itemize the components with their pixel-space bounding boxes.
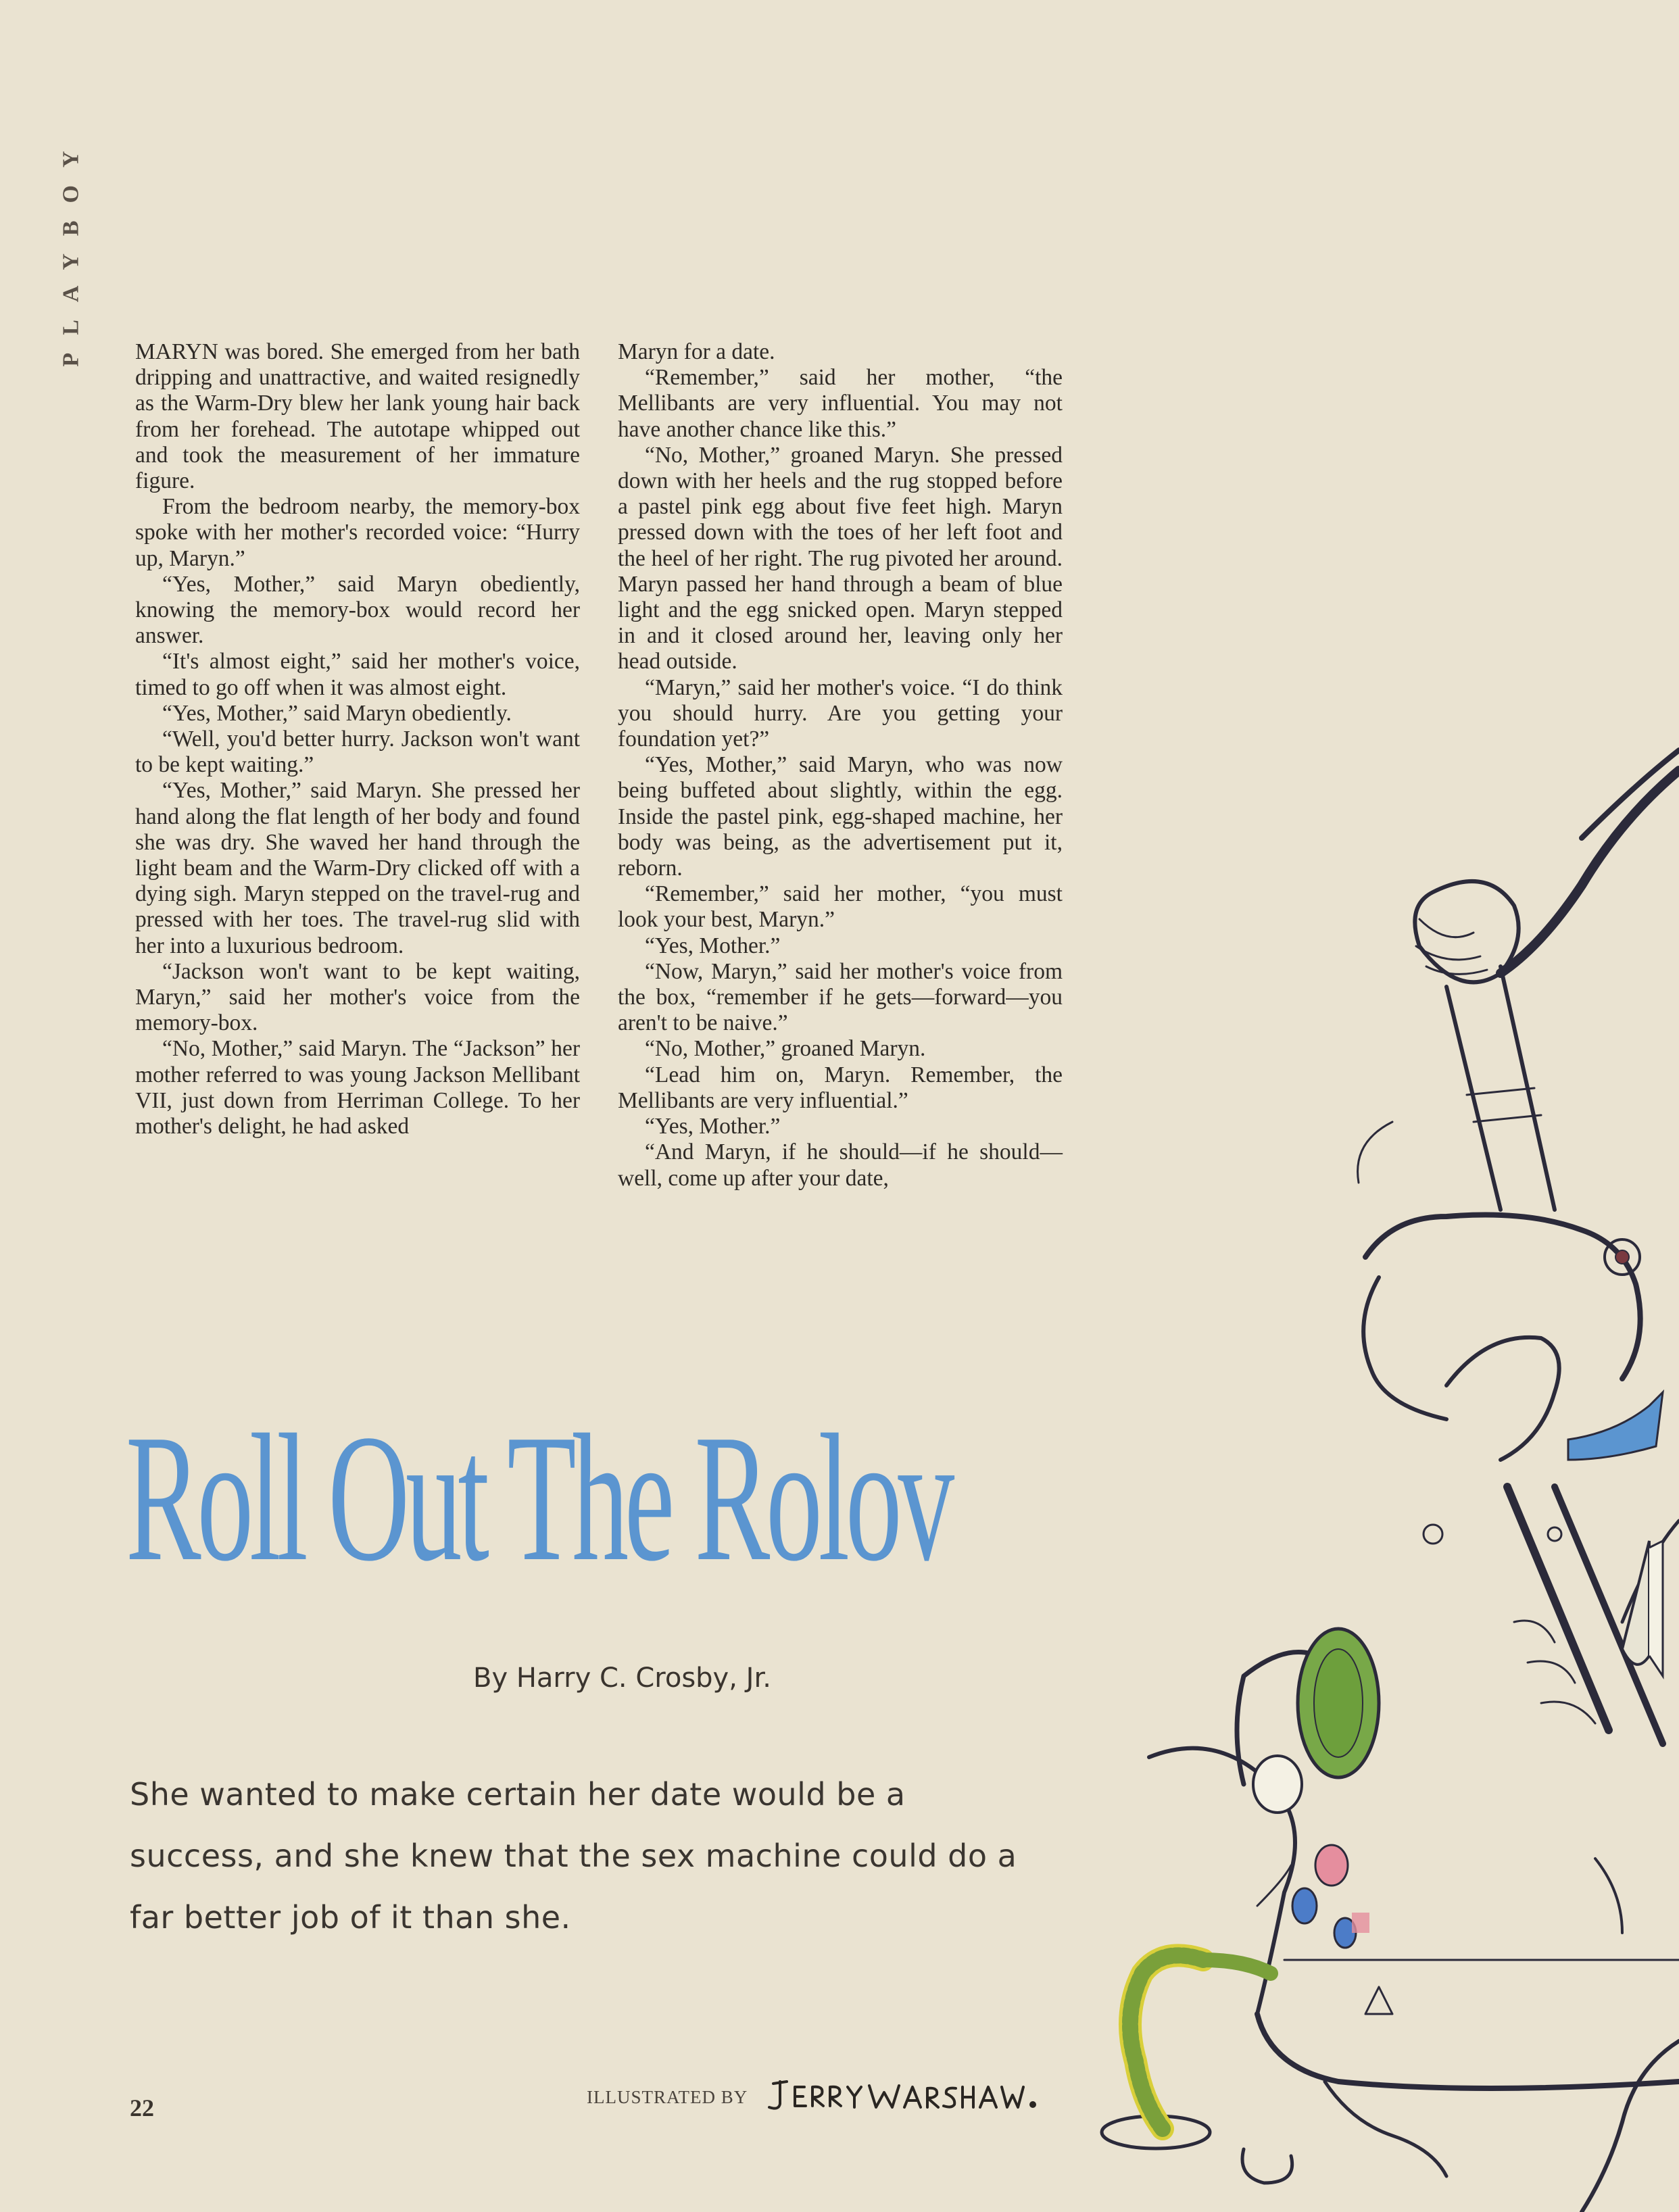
paragraph: “Remember,” said her mother, “the Mellibants are very influential. You may not have another chance like this.” bbox=[618, 365, 1063, 442]
magazine-running-head bbox=[51, 115, 92, 385]
paragraph: MARYN was bored. She emerged from her bath dripping and unattractive, and waited resignedly as the Warm-Dry blew her lank young hair back from her forehead. The autotape whipped out and took the measurement of her immature figure. bbox=[135, 339, 580, 494]
paragraph: From the bedroom nearby, the memory-box spoke with her mother's recorded voice: “Hurry up, Maryn.” bbox=[135, 494, 580, 571]
paragraph: “No, Mother,” groaned Maryn. bbox=[645, 1036, 926, 1062]
paragraph: “Yes, Mother.” bbox=[645, 1114, 781, 1139]
paragraph: “Yes, Mother,” said Maryn obediently, knowing the memory-box would record her answer. bbox=[135, 571, 580, 649]
paragraph: Maryn for a date. bbox=[618, 339, 775, 364]
page-number: 22 bbox=[130, 2094, 154, 2121]
paragraph: “It's almost eight,” said her mother's voice, timed to go off when it was almost eight. bbox=[135, 649, 580, 700]
paragraph: “Yes, Mother,” said Maryn. She pressed her hand along the flat length of her body and found she was dry. She waved her hand through the light beam and the Warm-Dry clicked off with a dying sigh. Maryn stepped on the travel-rug and pressed with her toes. The travel-rug slid with her into a luxurious bedroom. bbox=[135, 778, 580, 958]
paragraph: “Lead him on, Maryn. Remember, the Mellibants are very influential.” bbox=[618, 1062, 1063, 1113]
paragraph: “No, Mother,” said Maryn. The “Jackson” her mother referred to was young Jackson Mellibant VII, just down from Herriman College. To her mother's delight, he had asked bbox=[135, 1036, 580, 1139]
paragraph: “Maryn,” said her mother's voice. “I do think you should hurry. Are you getting your foundation yet?” bbox=[618, 674, 1063, 752]
story-column-left bbox=[135, 339, 580, 1139]
story-column-right bbox=[618, 339, 1063, 1191]
story-dek: She wanted to make certain her date would be a success, and she knew that the sex machine could do a far better job of it than she. bbox=[130, 1776, 1017, 1936]
paragraph: “No, Mother,” groaned Maryn. She pressed down with her heels and the rug stopped before a pastel pink egg about five feet high. Maryn pressed down with the toes of her left foot and the heel of her right. The rug pivoted her around. Maryn passed her hand through a beam of blue light and the egg snicked open. Maryn stepped in and it closed around her, leaving only her head outside. bbox=[618, 442, 1063, 674]
illustrator-signature-icon bbox=[760, 2073, 1044, 2121]
credit-caption: ILLUSTRATED BY bbox=[587, 2086, 748, 2107]
story-title: Roll Out The Rolov bbox=[126, 1397, 950, 1599]
paragraph: “Remember,” said her mother, “you must look your best, Maryn.” bbox=[618, 881, 1063, 933]
paragraph: “Now, Maryn,” said her mother's voice from the box, “remember if he gets—forward—you aren't to be naive.” bbox=[618, 958, 1063, 1036]
paragraph: “Yes, Mother,” said Maryn, who was now being buffeted about slightly, within the egg. Inside the pastel pink, egg-shaped machine, her body was being, as the advertisement put it, reborn. bbox=[618, 752, 1063, 881]
byline: By Harry C. Crosby, Jr. bbox=[473, 1663, 771, 1694]
paragraph: “Yes, Mother,” said Maryn obediently. bbox=[162, 700, 512, 726]
paragraph: “And Maryn, if he should—if he should—well, come up after your date, bbox=[618, 1139, 1063, 1191]
paragraph: “Jackson won't want to be kept waiting, Maryn,” said her mother's voice from the memory-box. bbox=[135, 958, 580, 1036]
magazine-name: PLAYBOY bbox=[59, 133, 84, 367]
paragraph: “Yes, Mother.” bbox=[645, 933, 781, 958]
illustration-credit bbox=[587, 2073, 1044, 2121]
sex-machine-illustration bbox=[1068, 743, 1679, 2212]
paragraph: “Well, you'd better hurry. Jackson won't want to be kept waiting.” bbox=[135, 727, 580, 778]
